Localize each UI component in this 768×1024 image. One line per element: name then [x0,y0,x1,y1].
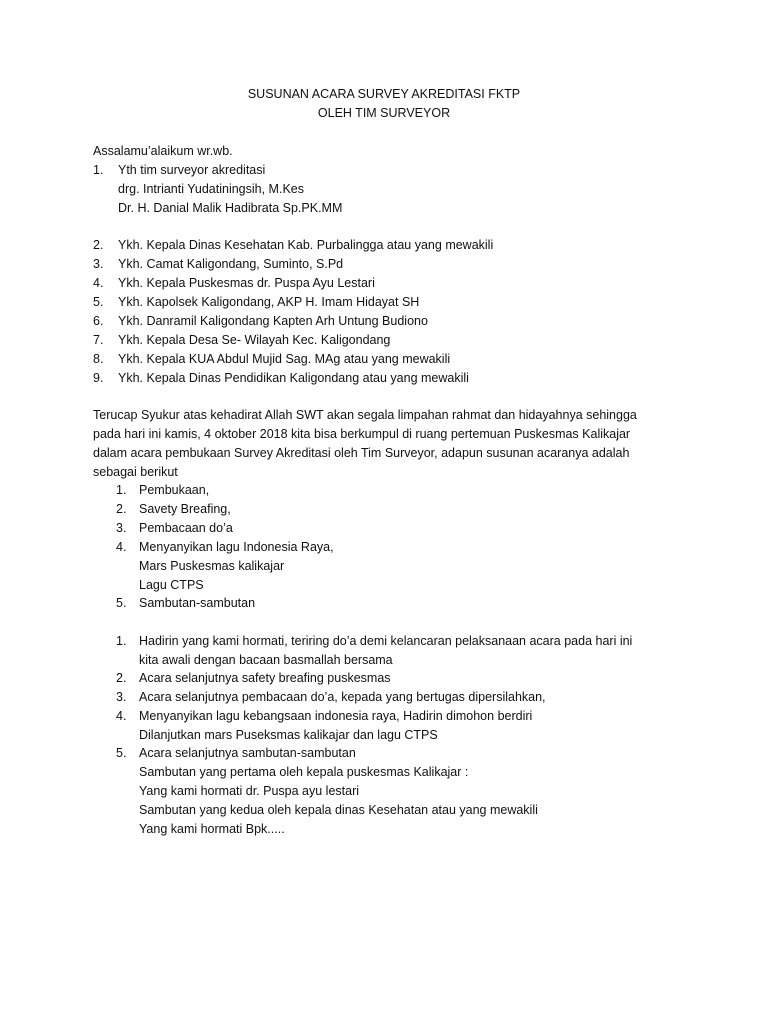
paragraph-line: dalam acara pembukaan Survey Akreditasi oleh Tim Surveyor, adapun susunan acaranya adalah [93,446,630,460]
agenda-number: 3. [116,521,127,535]
addressee-text: Ykh. Kepala Desa Se- Wilayah Kec. Kaligondang [118,333,391,347]
agenda-item: Pembacaan do’a [139,521,233,535]
script-number: 4. [116,709,127,723]
script-line: kita awali dengan bacaan basmallah bersama [139,653,393,667]
agenda-item: Mars Puskesmas kalikajar [139,559,285,573]
paragraph-line: Terucap Syukur atas kehadirat Allah SWT akan segala limpahan rahmat dan hidayahnya sehingga [93,408,637,422]
agenda-item: Lagu CTPS [139,578,204,592]
addressee-text: Dr. H. Danial Malik Hadibrata Sp.PK.MM [118,201,343,215]
addressee-number: 2. [93,238,104,252]
addressee-number: 9. [93,371,104,385]
addressee-text: Ykh. Kepala Dinas Pendidikan Kaligondang atau yang mewakili [118,371,469,385]
addressee-text: Ykh. Danramil Kaligondang Kapten Arh Untung Budiono [118,314,428,328]
agenda-number: 4. [116,540,127,554]
script-line: Yang kami hormati Bpk..... [139,822,285,836]
agenda-number: 1. [116,483,127,497]
script-line: Yang kami hormati dr. Puspa ayu lestari [139,784,360,798]
addressee-number: 7. [93,333,104,347]
paragraph-line: pada hari ini kamis, 4 oktober 2018 kita bisa berkumpul di ruang pertemuan Puskesmas Kalikajar [93,427,631,441]
title-line-2: OLEH TIM SURVEYOR [317,106,451,120]
addressee-text: Ykh. Kepala Puskesmas dr. Puspa Ayu Lestari [118,276,375,290]
script-line: Dilanjutkan mars Puseksmas kalikajar dan lagu CTPS [139,728,438,742]
agenda-number: 2. [116,502,127,516]
script-number: 2. [116,671,127,685]
script-line: Acara selanjutnya safety breafing puskesmas [139,671,391,685]
addressee-number: 5. [93,295,104,309]
script-number: 3. [116,690,127,704]
addressee-number: 4. [93,276,104,290]
title-line-1: SUSUNAN ACARA SURVEY AKREDITASI FKTP [247,87,521,101]
agenda-item: Menyanyikan lagu Indonesia Raya, [139,540,334,554]
addressee-number: 8. [93,352,104,366]
addressee-number: 6. [93,314,104,328]
script-line: Menyanyikan lagu kebangsaan indonesia raya, Hadirin dimohon berdiri [139,709,533,723]
script-line: Acara selanjutnya pembacaan do’a, kepada yang bertugas dipersilahkan, [139,690,546,704]
addressee-text: Ykh. Camat Kaligondang, Suminto, S.Pd [118,257,344,271]
agenda-number: 5. [116,596,127,610]
agenda-item: Sambutan-sambutan [139,596,256,610]
greeting: Assalamu’alaikum wr.wb. [93,144,233,158]
addressee-text: drg. Intrianti Yudatiningsih, M.Kes [118,182,304,196]
addressee-text: Ykh. Kepala KUA Abdul Mujid Sag. MAg atau yang mewakili [118,352,451,366]
script-line: Hadirin yang kami hormati, teriring do’a demi kelancaran pelaksanaan acara pada hari ini [139,634,633,648]
script-line: Sambutan yang kedua oleh kepala dinas Kesehatan atau yang mewakili [139,803,538,817]
addressee-text: Yth tim surveyor akreditasi [118,163,266,177]
agenda-item: Pembukaan, [139,483,210,497]
paragraph-line: sebagai berikut [93,465,178,479]
agenda-item: Savety Breafing, [139,502,231,516]
script-line: Sambutan yang pertama oleh kepala puskesmas Kalikajar : [139,765,469,779]
addressee-number: 3. [93,257,104,271]
script-number: 5. [116,746,127,760]
script-line: Acara selanjutnya sambutan-sambutan [139,746,356,760]
addressee-text: Ykh. Kepala Dinas Kesehatan Kab. Purbalingga atau yang mewakili [118,238,494,252]
addressee-text: Ykh. Kapolsek Kaligondang, AKP H. Imam Hidayat SH [118,295,420,309]
addressee-number: 1. [93,163,104,177]
script-number: 1. [116,634,127,648]
